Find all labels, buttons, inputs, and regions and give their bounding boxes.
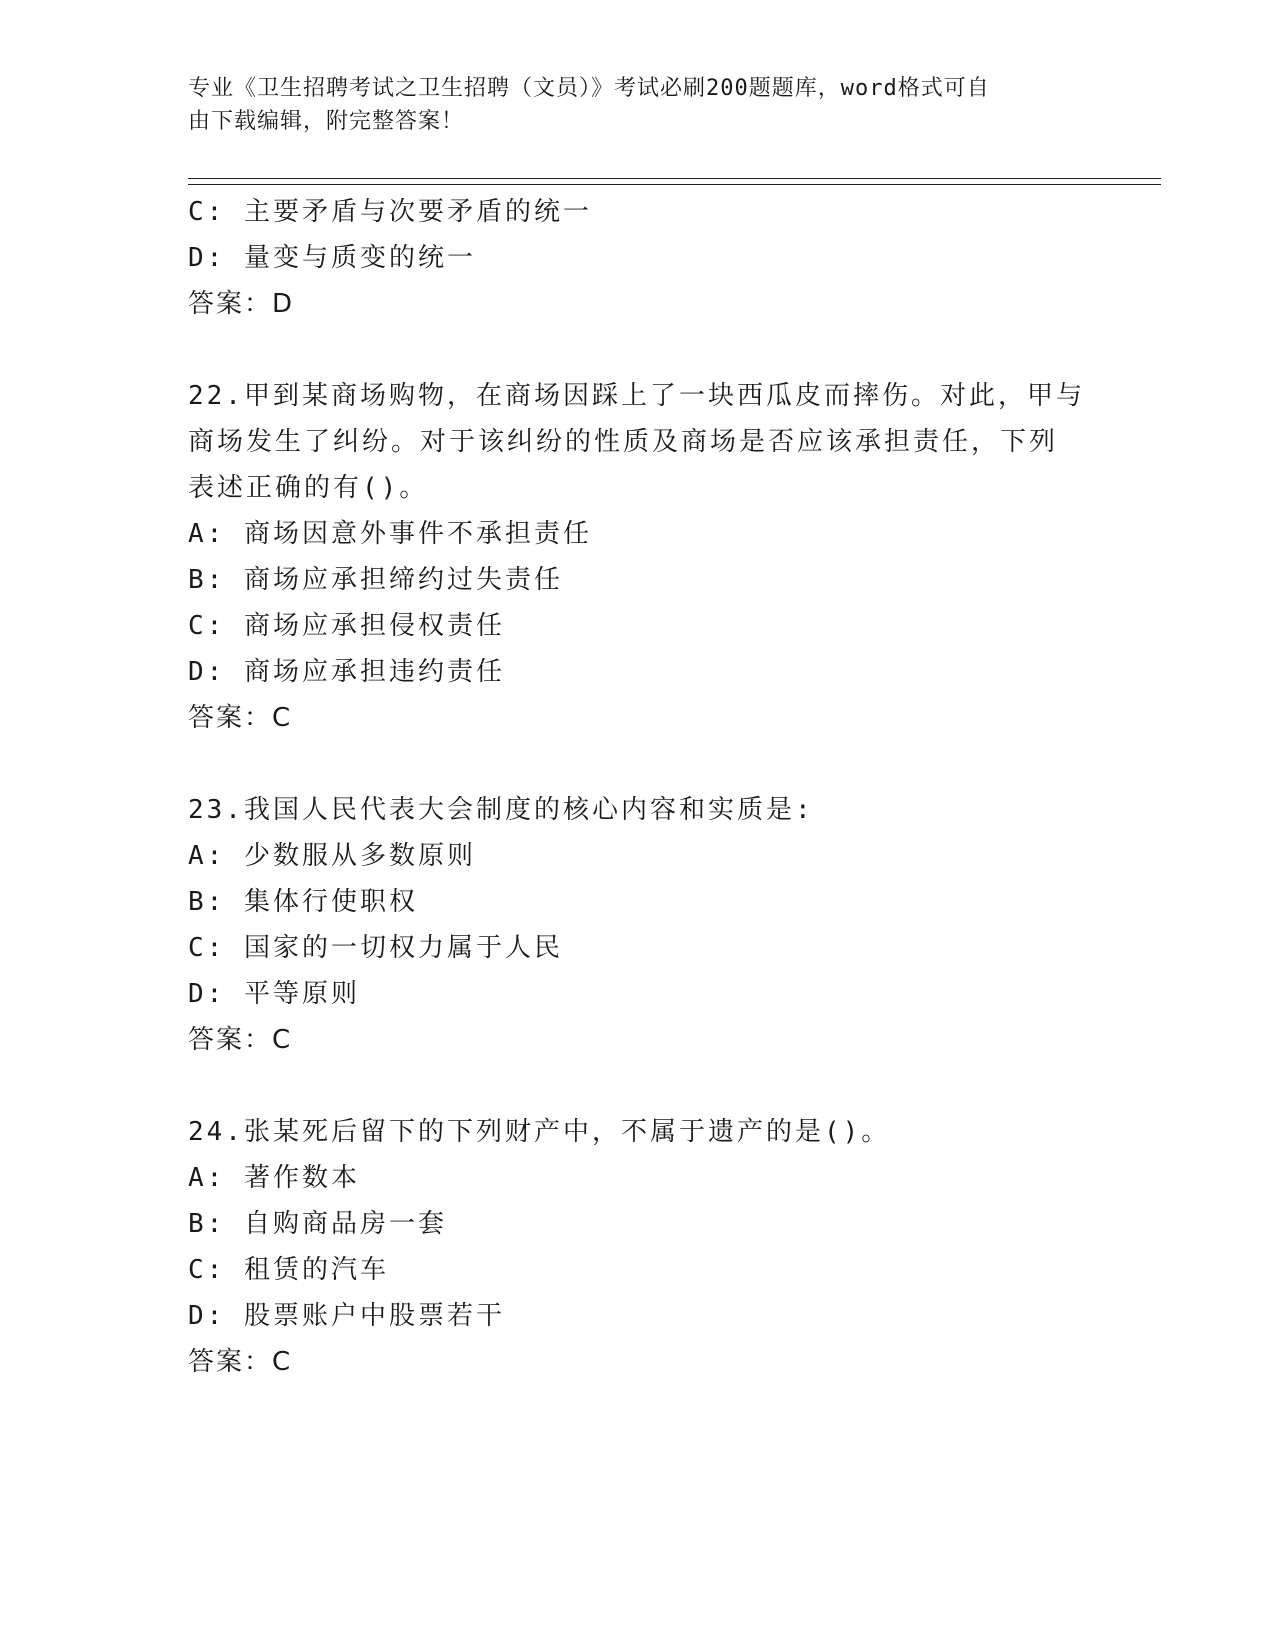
header-divider-top — [188, 178, 1161, 179]
question-23 — [188, 787, 1108, 1063]
option-c: C: 主要矛盾与次要矛盾的统一 — [188, 197, 592, 227]
question-text-line: 商场发生了纠纷。对于该纠纷的性质及商场是否应该承担责任，下列 — [188, 427, 1059, 457]
spacer — [188, 741, 1108, 787]
answer-line: 答案：C — [188, 703, 293, 733]
option-a: A: 商场因意外事件不承担责任 — [188, 519, 592, 549]
option-d: D: 平等原则 — [188, 979, 360, 1009]
answer-line: 答案：D — [188, 289, 295, 319]
option-b: B: 自购商品房一套 — [188, 1209, 447, 1239]
header-line-1: 专业《卫生招聘考试之卫生招聘（文员）》考试必刷200题题库，word格式可自 — [188, 76, 990, 101]
spacer — [188, 327, 1108, 373]
option-a: A: 著作数本 — [188, 1163, 360, 1193]
spacer — [188, 1063, 1108, 1109]
question-text-line: 23.我国人民代表大会制度的核心内容和实质是: — [188, 795, 814, 825]
question-text-line: 表述正确的有()。 — [188, 473, 429, 503]
question-text-line: 22.甲到某商场购物，在商场因踩上了一块西瓜皮而摔伤。对此，甲与 — [188, 381, 1085, 411]
document-body — [188, 189, 1108, 1385]
header-divider-bottom — [188, 184, 1161, 185]
option-a: A: 少数服从多数原则 — [188, 841, 476, 871]
option-b: B: 商场应承担缔约过失责任 — [188, 565, 563, 595]
document-header — [188, 72, 1068, 138]
question-24 — [188, 1109, 1108, 1385]
option-d: D: 股票账户中股票若干 — [188, 1301, 505, 1331]
option-c: C: 国家的一切权力属于人民 — [188, 933, 563, 963]
question-text-line: 24.张某死后留下的下列财产中，不属于遗产的是()。 — [188, 1117, 891, 1147]
question-22 — [188, 373, 1108, 741]
option-c: C: 商场应承担侵权责任 — [188, 611, 505, 641]
question-21-tail — [188, 189, 1108, 327]
answer-line: 答案：C — [188, 1025, 293, 1055]
option-b: B: 集体行使职权 — [188, 887, 418, 917]
header-line-2: 由下载编辑，附完整答案！ — [188, 109, 465, 134]
option-d: D: 量变与质变的统一 — [188, 243, 476, 273]
answer-line: 答案：C — [188, 1347, 293, 1377]
option-c: C: 租赁的汽车 — [188, 1255, 389, 1285]
option-d: D: 商场应承担违约责任 — [188, 657, 505, 687]
